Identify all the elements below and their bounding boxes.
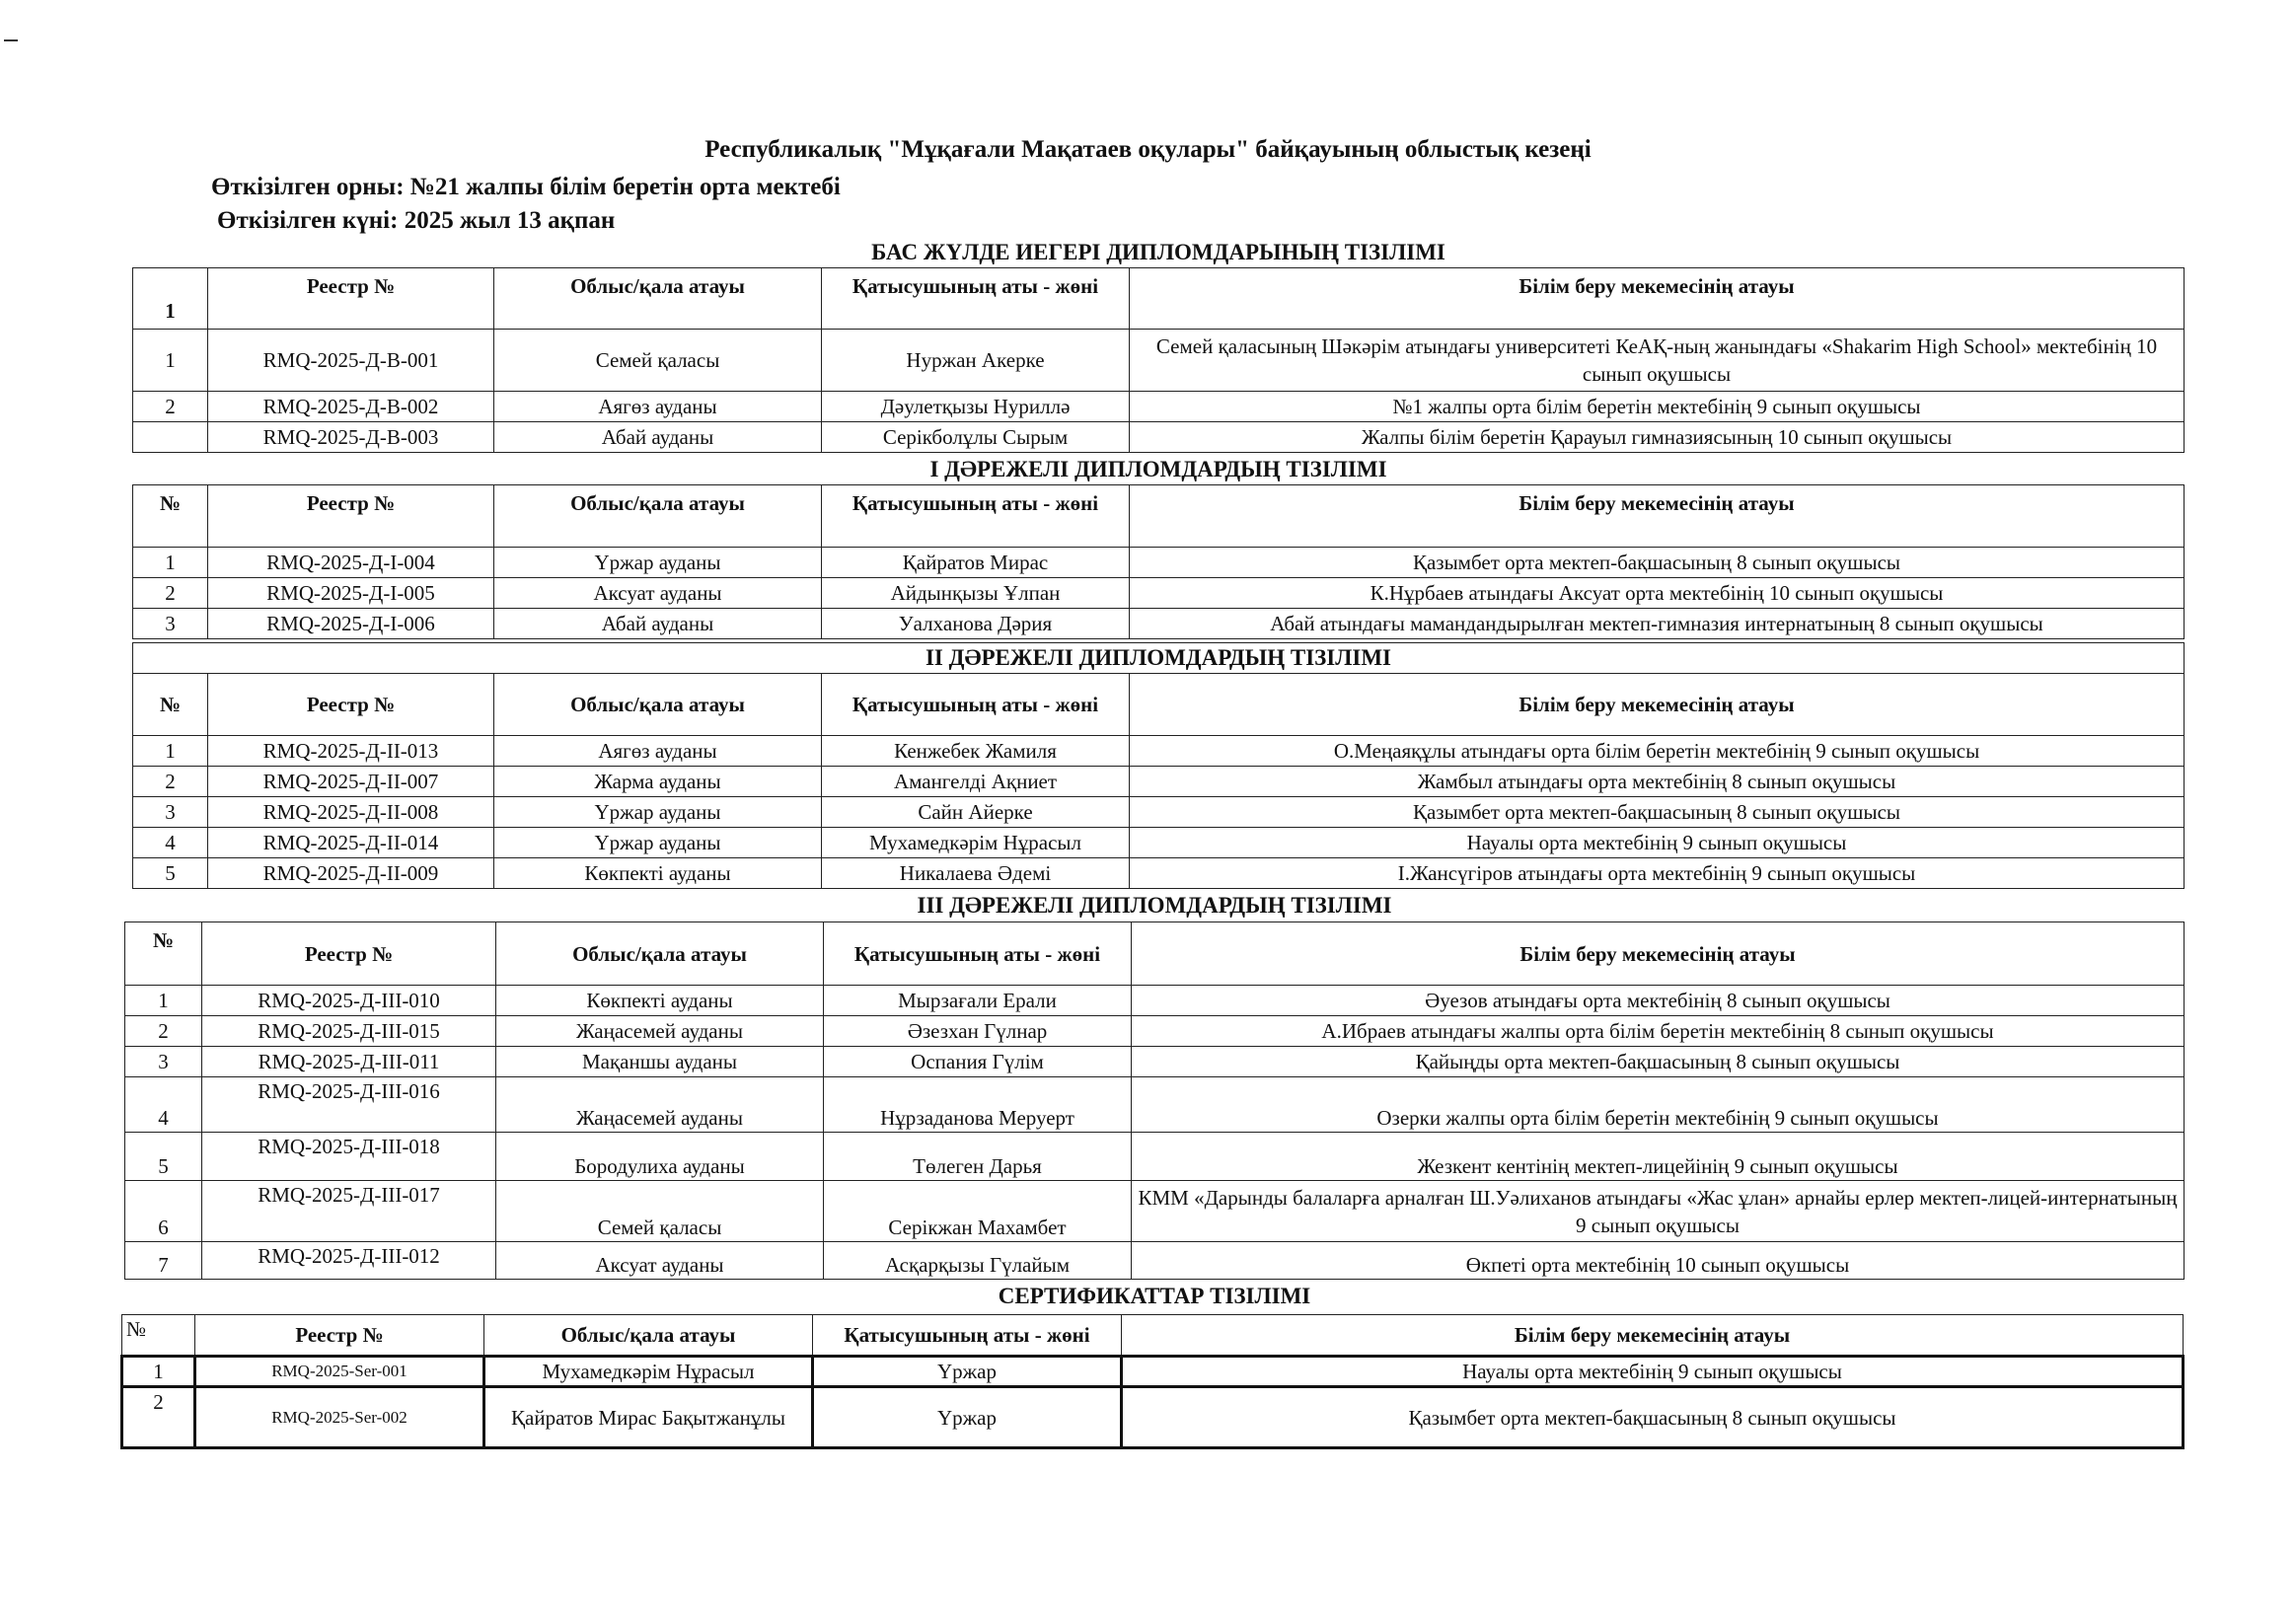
cell-num: 2 [133,392,208,422]
cell-region: Мақаншы ауданы [496,1047,824,1077]
cell-participant: Никалаева Әдемі [822,858,1130,889]
col-num-header: № [133,674,208,736]
second-degree-table [132,642,2185,889]
cell-registry: RMQ-2025-Ser-002 [195,1387,484,1448]
cell-school: Жалпы білім беретін Қарауыл гимназиясының 10 сынып оқушысы [1130,422,2185,453]
cell-region: Жаңасемей ауданы [496,1077,824,1133]
table-row [125,1016,2185,1047]
cell-registry: RMQ-2025-Д-I-005 [208,578,494,609]
cell-participant: Әзезхан Гүлнар [824,1016,1132,1047]
col-registry-header: Реестр № [208,674,494,736]
cell-region: Жарма ауданы [494,767,822,797]
third-degree-title: III ДӘРЕЖЕЛІ ДИПЛОМДАРДЫҢ ТІЗІЛІМІ [917,893,1392,918]
col-school-header: Білім беру мекемесінің атауы [1130,268,2185,330]
certificates-table [120,1314,2185,1449]
cell-num: 5 [133,858,208,889]
col-registry-header: Реестр № [195,1315,484,1357]
cell-participant: Кенжебек Жамиля [822,736,1130,767]
section-title-row [133,643,2185,674]
col-participant-header: Қатысушының аты - жөні [822,674,1130,736]
table-row [125,1242,2185,1280]
cell-school: Науалы орта мектебінің 9 сынып оқушысы [1130,828,2185,858]
table-row [133,578,2185,609]
cell-school: КММ «Дарынды балаларға арналған Ш.Уәлиханов атындағы «Жас ұлан» арнайы ерлер мектеп-лицей-интернатының 9 сынып оқушысы [1132,1181,2185,1242]
table-row [133,422,2185,453]
cell-school: Қазымбет орта мектеп-бақшасының 8 сынып оқушысы [1130,797,2185,828]
cell-participant: Серікжан Махамбет [824,1181,1132,1242]
cell-registry: RMQ-2025-Д-В-003 [208,422,494,453]
cell-participant: Уалханова Дәрия [822,609,1130,639]
cell-num: 4 [125,1077,202,1133]
cell-participant: Дәулетқызы Нуриллә [822,392,1130,422]
cell-num: 3 [133,609,208,639]
scan-artifact [4,39,18,41]
table-row [133,767,2185,797]
cell-registry: RMQ-2025-Д-I-004 [208,548,494,578]
col-school-header: Білім беру мекемесінің атауы [1130,674,2185,736]
cell-registry: RMQ-2025-Д-III-018 [202,1133,496,1181]
col-num-header: № [125,922,202,986]
cell-participant: Оспания Гүлім [824,1047,1132,1077]
col-region-header: Облыс/қала атауы [484,1315,813,1357]
cell-num: 2 [133,767,208,797]
cell-region: Аксуат ауданы [496,1242,824,1280]
first-degree-title: I ДӘРЕЖЕЛІ ДИПЛОМДАРДЫҢ ТІЗІЛІМІ [929,457,1387,481]
first-degree-table [132,484,2185,639]
table-row [133,858,2185,889]
cell-school: Жамбыл атындағы орта мектебінің 8 сынып оқушысы [1130,767,2185,797]
cell-registry: RMQ-2025-Д-III-016 [202,1077,496,1133]
col-registry-header: Реестр № [208,268,494,330]
cell-region: Семей қаласы [494,330,822,392]
col-num-header: 1 [133,268,208,330]
cell-region: Қайратов Мирас Бақытжанұлы [484,1387,813,1448]
cell-school: Өкпеті орта мектебінің 10 сынып оқушысы [1132,1242,2185,1280]
cell-participant: Қайратов Мирас [822,548,1130,578]
col-school-header: Білім беру мекемесінің атауы [1132,922,2185,986]
cell-registry: RMQ-2025-Д-II-009 [208,858,494,889]
table-header-row [125,922,2185,986]
cell-region: Көкпекті ауданы [494,858,822,889]
col-region-header: Облыс/қала атауы [494,485,822,548]
cell-num: 1 [133,330,208,392]
table-header-row [122,1315,2184,1357]
cell-school: Абай атындағы мамандандырылған мектеп-гимназия интернатының 8 сынып оқушысы [1130,609,2185,639]
cell-num: 2 [125,1016,202,1047]
cell-region: Мухамедкәрім Нұрасыл [484,1357,813,1387]
cell-registry: RMQ-2025-Д-II-008 [208,797,494,828]
cell-participant: Нұрзаданова Меруерт [824,1077,1132,1133]
cell-participant: Төлеген Дарья [824,1133,1132,1181]
table-row [125,1133,2185,1181]
cell-participant: Нуржан Акерке [822,330,1130,392]
cell-registry: RMQ-2025-Д-I-006 [208,609,494,639]
cell-num: 3 [125,1047,202,1077]
cell-num: 4 [133,828,208,858]
cell-registry: RMQ-2025-Д-В-002 [208,392,494,422]
col-region-header: Облыс/қала атауы [494,268,822,330]
table-row [133,736,2185,767]
cell-region: Көкпекті ауданы [496,986,824,1016]
col-participant-header: Қатысушының аты - жөні [824,922,1132,986]
col-region-header: Облыс/қала атауы [494,674,822,736]
table-row [133,828,2185,858]
cell-registry: RMQ-2025-Ser-001 [195,1357,484,1387]
table-row [125,1047,2185,1077]
cell-registry: RMQ-2025-Д-III-017 [202,1181,496,1242]
cell-region: Үржар ауданы [494,828,822,858]
cell-num: 1 [133,548,208,578]
venue-line: Өткізілген орны: №21 жалпы білім беретін орта мектебі [211,174,841,200]
col-participant-header: Қатысушының аты - жөні [822,268,1130,330]
col-registry-header: Реестр № [208,485,494,548]
table-row [133,609,2185,639]
cell-school: Қайыңды орта мектеп-бақшасының 8 сынып оқушысы [1132,1047,2185,1077]
table-header-row [133,485,2185,548]
cell-region: Семей қаласы [496,1181,824,1242]
cell-num: 3 [133,797,208,828]
table-row [125,1077,2185,1133]
cell-school: О.Меңаяқұлы атындағы орта білім беретін мектебінің 9 сынып оқушысы [1130,736,2185,767]
cell-participant: Серікболұлы Сырым [822,422,1130,453]
cell-registry: RMQ-2025-Д-III-012 [202,1242,496,1280]
cell-num: 2 [122,1387,195,1448]
col-num-header: № [133,485,208,548]
cell-school: №1 жалпы орта білім беретін мектебінің 9 сынып оқушысы [1130,392,2185,422]
table-row [125,986,2185,1016]
cell-registry: RMQ-2025-Д-III-015 [202,1016,496,1047]
table-row [122,1357,2184,1387]
cell-participant: Үржар [813,1387,1122,1448]
cell-num: 2 [133,578,208,609]
table-row [133,392,2185,422]
table-row [133,797,2185,828]
col-participant-header: Қатысушының аты - жөні [822,485,1130,548]
cell-participant: Мухамедкәрім Нұрасыл [822,828,1130,858]
certificates-title: СЕРТИФИКАТТАР ТІЗІЛІМІ [998,1284,1311,1308]
cell-school: Науалы орта мектебінің 9 сынып оқушысы [1122,1357,2184,1387]
table-row [133,330,2185,392]
cell-participant: Сайн Айерке [822,797,1130,828]
document-title: Республикалық "Мұқағали Мақатаев оқулары" байқауының облыстық кезеңі [704,136,1592,163]
cell-school: Қазымбет орта мектеп-бақшасының 8 сынып оқушысы [1130,548,2185,578]
col-school-header: Білім беру мекемесінің атауы [1122,1315,2184,1357]
cell-registry: RMQ-2025-Д-В-001 [208,330,494,392]
cell-region: Аксуат ауданы [494,578,822,609]
cell-school: К.Нұрбаев атындағы Аксуат орта мектебінің 10 сынып оқушысы [1130,578,2185,609]
grand-prix-title: БАС ЖҮЛДЕ ИЕГЕРІ ДИПЛОМДАРЫНЫҢ ТІЗІЛІМІ [871,240,1445,264]
col-participant-header: Қатысушының аты - жөні [813,1315,1122,1357]
cell-participant: Мырзағали Ерали [824,986,1132,1016]
cell-registry: RMQ-2025-Д-II-014 [208,828,494,858]
cell-num: 5 [125,1133,202,1181]
cell-participant: Асқарқызы Гүлайым [824,1242,1132,1280]
cell-participant: Үржар [813,1357,1122,1387]
grand-prix-table [132,267,2185,453]
cell-registry: RMQ-2025-Д-II-013 [208,736,494,767]
cell-region: Үржар ауданы [494,548,822,578]
cell-num: 1 [133,736,208,767]
cell-school: Әуезов атындағы орта мектебінің 8 сынып оқушысы [1132,986,2185,1016]
table-row [125,1181,2185,1242]
col-registry-header: Реестр № [202,922,496,986]
cell-participant: Амангелді Ақниет [822,767,1130,797]
cell-region: Бородулиха ауданы [496,1133,824,1181]
cell-region: Абай ауданы [494,422,822,453]
cell-num: 7 [125,1242,202,1280]
col-region-header: Облыс/қала атауы [496,922,824,986]
cell-school: Жезкент кентінің мектеп-лицейінің 9 сынып оқушысы [1132,1133,2185,1181]
cell-region: Абай ауданы [494,609,822,639]
cell-school: Озерки жалпы орта білім беретін мектебінің 9 сынып оқушысы [1132,1077,2185,1133]
cell-participant: Айдынқызы Ұлпан [822,578,1130,609]
table-header-row [133,674,2185,736]
second-degree-title: II ДӘРЕЖЕЛІ ДИПЛОМДАРДЫҢ ТІЗІЛІМІ [133,643,2185,674]
table-row [133,548,2185,578]
cell-num: 1 [122,1357,195,1387]
cell-region: Аягөз ауданы [494,392,822,422]
cell-registry: RMQ-2025-Д-III-010 [202,986,496,1016]
date-line: Өткізілген күні: 2025 жыл 13 ақпан [217,207,616,234]
cell-region: Жаңасемей ауданы [496,1016,824,1047]
table-header-row [133,268,2185,330]
col-num-header: № [122,1315,195,1357]
cell-registry: RMQ-2025-Д-III-011 [202,1047,496,1077]
table-row [122,1387,2184,1448]
third-degree-table [124,922,2185,1280]
cell-school: А.Ибраев атындағы жалпы орта білім беретін мектебінің 8 сынып оқушысы [1132,1016,2185,1047]
cell-num [133,422,208,453]
cell-region: Үржар ауданы [494,797,822,828]
cell-school: Семей қаласының Шәкәрім атындағы университеті КеАҚ-ның жанындағы «Shakarim High School» мектебінің 10 сынып оқушысы [1130,330,2185,392]
cell-num: 6 [125,1181,202,1242]
cell-region: Аягөз ауданы [494,736,822,767]
col-school-header: Білім беру мекемесінің атауы [1130,485,2185,548]
cell-school: І.Жансүгіров атындағы орта мектебінің 9 сынып оқушысы [1130,858,2185,889]
cell-num: 1 [125,986,202,1016]
cell-registry: RMQ-2025-Д-II-007 [208,767,494,797]
cell-school: Қазымбет орта мектеп-бақшасының 8 сынып оқушысы [1122,1387,2184,1448]
